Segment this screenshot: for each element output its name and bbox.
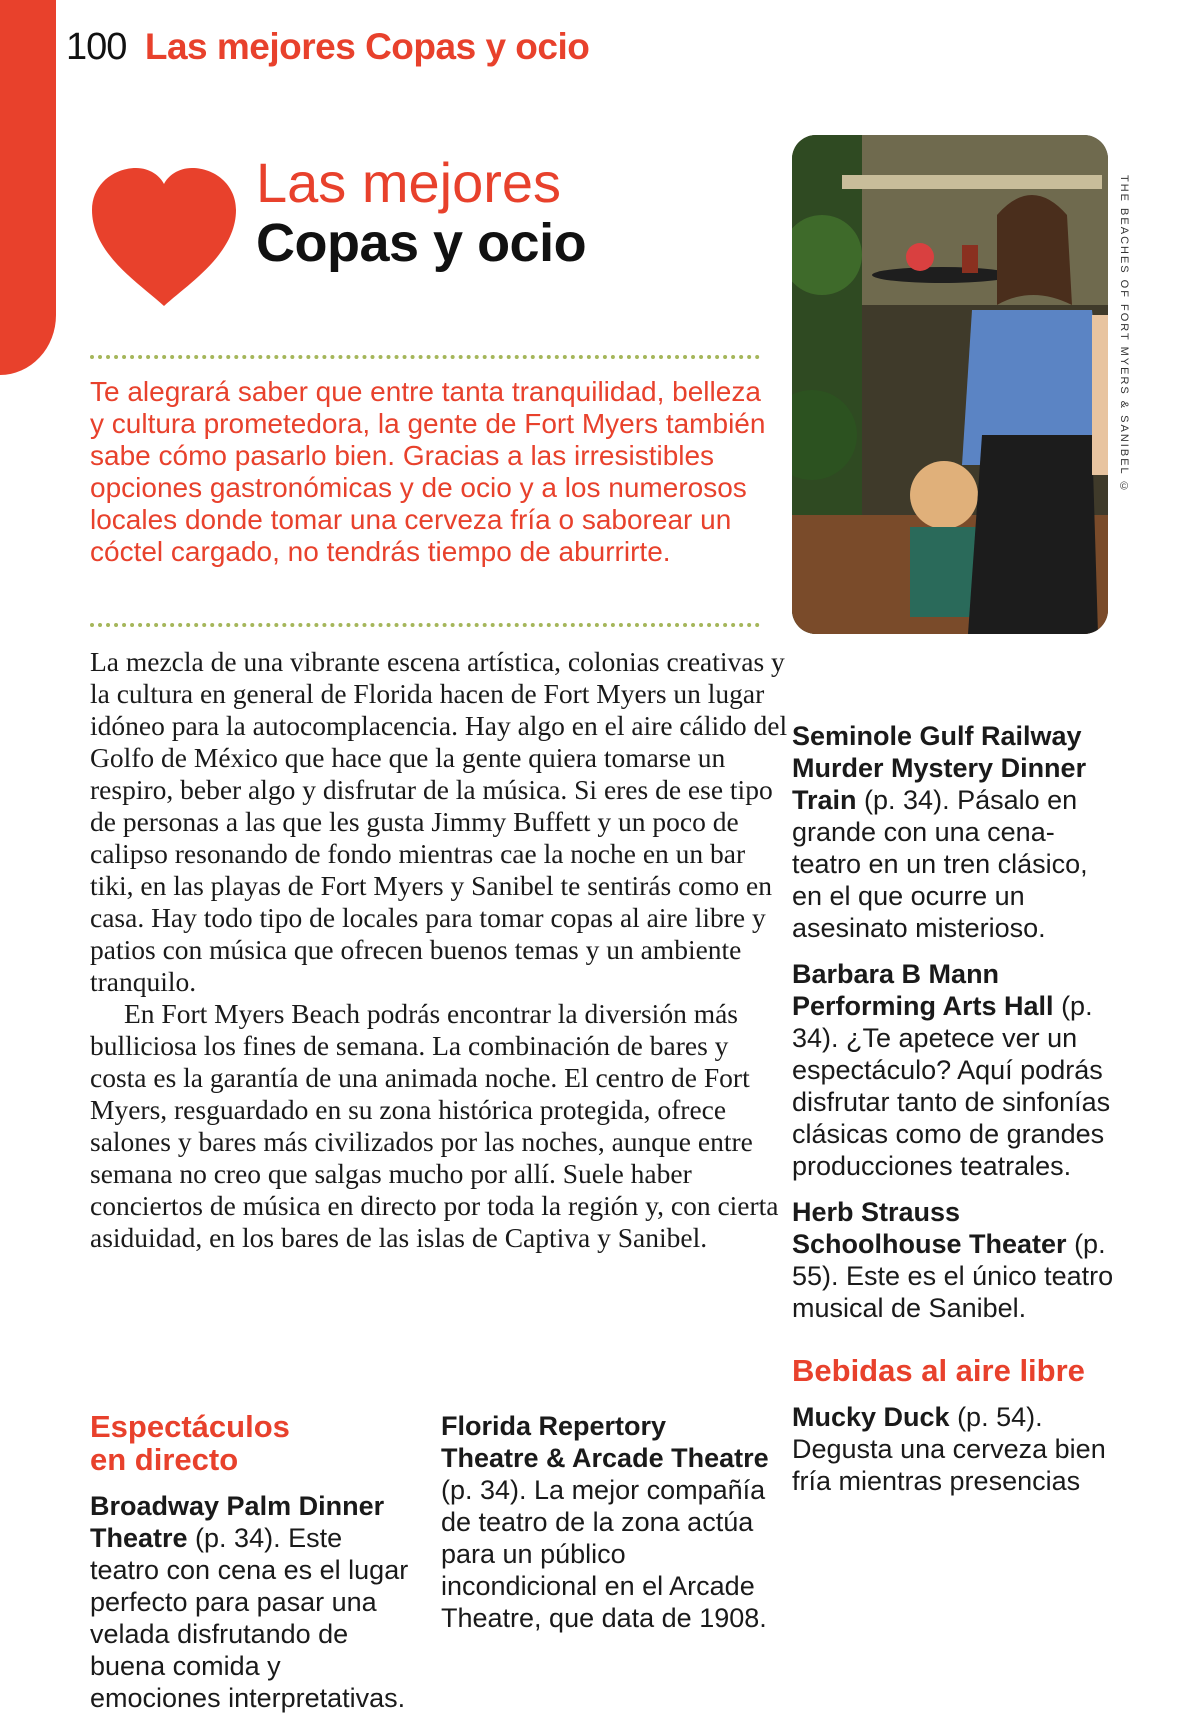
listing-broadway xyxy=(90,1490,410,1714)
title-line-2: Copas y ocio xyxy=(256,213,587,273)
column-3 xyxy=(792,720,1122,1511)
body-paragraph: En Fort Myers Beach podrás encontrar la diversión más bulliciosa los fines de semana. La combinación de bares y costa es la garantía de una animada noche. El centro de Fort Myers, resguardado en su zona histórica protegida, ofrece salones y bares más civilizados por las noches, aunque entre semana no creo que salgas mucho por allí. Suele haber conciertos de música en directo por toda la región y, con cierta asiduidad, en los bares de las islas de Captiva y Sanibel. xyxy=(90,998,779,1253)
running-head xyxy=(66,26,589,69)
listing-text: (p. 55). Este es el único teatro musical de Sanibel. xyxy=(792,1229,1114,1323)
listing-name: Florida Repertory Theatre & Arcade Theatre xyxy=(441,1411,769,1473)
listing-name: Herb Strauss Schoolhouse Theater xyxy=(792,1197,1067,1259)
listing-name: Broadway Palm Dinner Theatre xyxy=(90,1491,385,1553)
page-number: 100 xyxy=(66,26,127,68)
listing-barbara-b-mann xyxy=(792,958,1122,1182)
intro-text: Te alegrará saber que entre tanta tranquilidad, belleza y cultura prometedora, la gente de Fort Myers también sabe cómo pasarlo bien. Gracias a las irresistibles opciones gastronómicas y de ocio y a los numerosos locales donde tomar una cerveza fría o saborear un cóctel cargado, no tendrás tiempo de aburrirte. xyxy=(90,376,766,567)
listing-herb-strauss xyxy=(792,1196,1122,1324)
dotted-divider-bottom xyxy=(90,623,760,627)
column-2 xyxy=(441,1410,771,1648)
photo-credit: THE BEACHES OF FORT MYERS & SANIBEL © xyxy=(1118,175,1130,495)
body-text xyxy=(90,646,790,1254)
heart-icon xyxy=(90,168,238,308)
section-heading-live-line-1: Espectáculos xyxy=(90,1409,290,1444)
listing-text: (p. 34). La mejor compañía de teatro de la zona actúa para un público incondicional en el Arcade Theatre, que data de 1908. xyxy=(441,1475,767,1633)
section-heading-live-line-2: en directo xyxy=(90,1442,239,1477)
listing-text: (p. 34). Este teatro con cena es el lugar perfecto para pasar una velada disfrutando de buena comida y emociones interpretativas. xyxy=(90,1523,409,1713)
chapter-tab xyxy=(0,0,56,375)
photo-waitress xyxy=(792,135,1108,634)
listing-text: (p. 34). Pásalo en grande con una cena-teatro en un tren clásico, en el que ocurre un asesinato misterioso. xyxy=(792,785,1088,943)
listing-name: Barbara B Mann Performing Arts Hall xyxy=(792,959,1054,1021)
listing-mucky-duck xyxy=(792,1401,1122,1497)
dotted-divider-top xyxy=(90,355,760,359)
section-heading-live xyxy=(90,1410,410,1476)
column-1 xyxy=(90,1410,410,1728)
page-title xyxy=(256,153,586,273)
listing-text: (p. 54). Degusta una cerveza bien fría mientras presencias xyxy=(792,1402,1106,1496)
listing-name: Seminole Gulf Railway Murder Mystery Dinner Train xyxy=(792,721,1087,815)
listing-seminole xyxy=(792,720,1122,944)
title-line-1: Las mejores xyxy=(256,151,562,214)
running-title: Las mejores Copas y ocio xyxy=(144,26,590,67)
body-paragraph: La mezcla de una vibrante escena artística, colonias creativas y la cultura en general de Florida hacen de Fort Myers un lugar idóneo para la autocomplacencia. Hay algo en el aire cálido del Golfo de México que hace que la gente quiera tomarse un respiro, beber algo y disfrutar de la música. Si eres de ese tipo de personas a las que les gusta Jimmy Buffett y un poco de calipso resonando de fondo mientras cae la noche en un bar tiki, en las playas de Fort Myers y Sanibel te sentirás como en casa. Hay todo tipo de locales para tomar copas al aire libre y patios con música que ofrecen buenos temas y un ambiente tranquilo. xyxy=(90,646,788,997)
listing-name: Mucky Duck xyxy=(792,1402,950,1432)
listing-text: (p. 34). ¿Te apetece ver un espectáculo? Aquí podrás disfrutar tanto de sinfonías clásicas como de grandes producciones teatrales. xyxy=(792,991,1111,1181)
listing-florida-repertory xyxy=(441,1410,771,1634)
section-heading-outdoor: Bebidas al aire libre xyxy=(792,1353,1085,1388)
